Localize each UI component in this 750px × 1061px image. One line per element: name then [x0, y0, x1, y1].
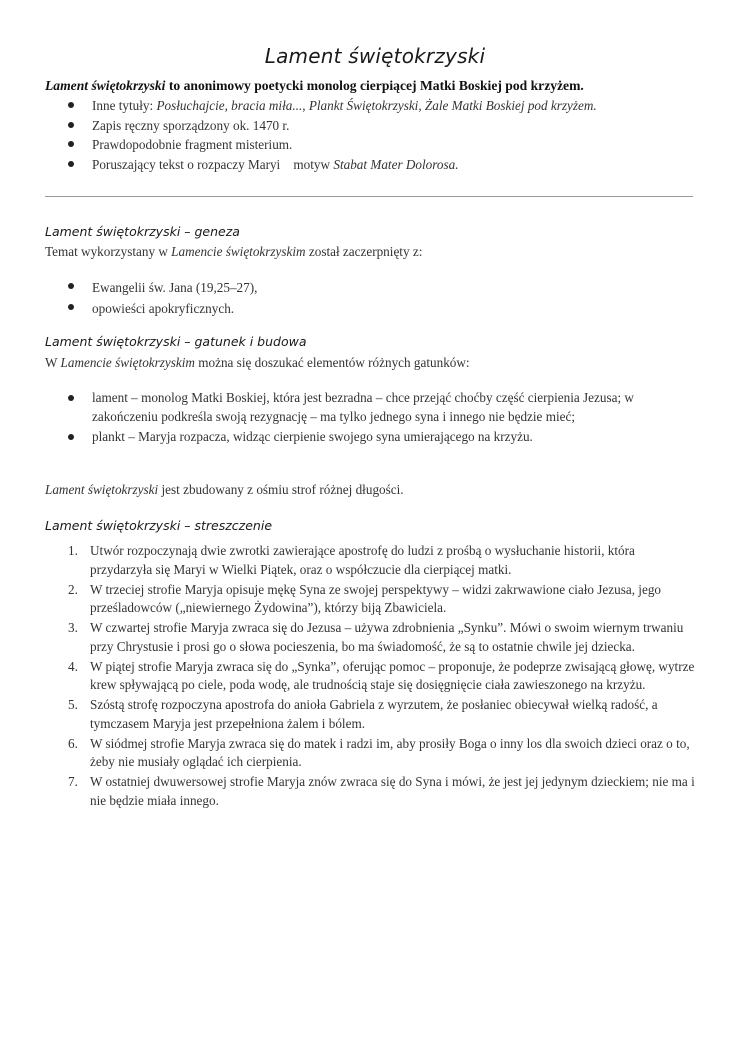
- gatunek-intro-text: można się doszukać elementów różnych gatunków:: [194, 355, 470, 370]
- gatunek-intro: [45, 354, 715, 372]
- geneza-intro-text: Temat wykorzystany w: [45, 244, 172, 259]
- item-number: 6.: [68, 735, 78, 751]
- info-item-text: Zapis ręczny sporządzony ok. 1470 r.: [92, 117, 290, 133]
- item-text: W piątej strofie Maryja zwraca się do „Synka”, oferując pomoc – proponuje, że podeprze zwisającą głowę, wytrze krew spływającą po ciele, poda wodę, ale trudnością staje się dosięgnięcie ciała zawieszonego na krzyżu.: [90, 658, 695, 692]
- item-text: W czwartej strofie Maryja zwraca się do Jezusa – używa zdrobnienia „Synku”. Mówi o swoim wiernym trwaniu przy Chrystusie i prosi go o słowa pocieszenia, bo ma świadomość, że są to ostatnie chwile jej dziecka.: [90, 620, 684, 654]
- info-item-text: Poruszający tekst o rozpaczy Maryi motyw: [92, 156, 334, 172]
- info-item-text: Inne tytuły:: [92, 98, 157, 113]
- item-number: 2.: [68, 581, 78, 597]
- info-item: [68, 155, 708, 175]
- info-item: [68, 116, 708, 136]
- intro-title: Lament świętokrzyski: [45, 78, 166, 93]
- intro-sentence: [45, 78, 715, 94]
- info-item-italic: Stabat Mater Dolorosa.: [333, 156, 459, 172]
- gatunek-intro-text: W: [45, 355, 61, 370]
- section-heading-streszczenie: Lament świętokrzyski – streszczenie: [45, 518, 273, 533]
- gatunek-item: lament – monolog Matki Boskiej, która jest bezradna – chce przejąć choćby część cierpienia Jezusa; w zakończeniu podkreśla swoją rezygnację – ma tylko jednego syna i innego nie będzie mieć;: [68, 389, 693, 426]
- streszczenie-item: [68, 658, 698, 695]
- streszczenie-item: [68, 542, 698, 579]
- section-heading-gatunek: Lament świętokrzyski – gatunek i budowa: [45, 334, 307, 349]
- page-title: Lament świętokrzyski: [264, 44, 486, 68]
- geneza-item: Ewangelii św. Jana (19,25–27),: [68, 277, 708, 298]
- streszczenie-item: [68, 735, 698, 772]
- section-heading-geneza: Lament świętokrzyski – geneza: [45, 224, 240, 239]
- geneza-intro-italic: Lamencie świętokrzyskim: [171, 244, 306, 259]
- streszczenie-item: [68, 773, 698, 810]
- gatunek-list: [68, 389, 693, 447]
- item-number: 4.: [68, 658, 78, 674]
- geneza-list: [68, 277, 708, 319]
- gatunek-note-italic: Lament świętokrzyski: [45, 482, 159, 497]
- streszczenie-item: [68, 619, 698, 656]
- streszczenie-list: [68, 542, 698, 812]
- geneza-item: opowieści apokryficznych.: [68, 298, 708, 319]
- streszczenie-item: [68, 696, 698, 733]
- item-text: Utwór rozpoczynają dwie zwrotki zawierające apostrofę do ludzi z prośbą o wysłuchanie historii, która przydarzyła się Maryi w Wielki Piątek, oraz o współczucie dla cierpiącej matki.: [90, 543, 635, 577]
- info-item: [68, 135, 708, 155]
- item-text: W trzeciej strofie Maryja opisuje mękę Syna ze swojej perspektywy – widzi zakrwawione ciało Jezusa, jego prześladowców („niewiernego Żydowina”), którzy biją Zbawiciela.: [90, 581, 662, 615]
- gatunek-item: plankt – Maryja rozpacza, widząc cierpienie swojego syna umierającego na krzyżu.: [68, 428, 693, 447]
- item-number: 1.: [68, 543, 78, 558]
- item-number: 3.: [68, 620, 78, 635]
- intro-text: to anonimowy poetycki monolog cierpiącej Matki Boskiej pod krzyżem.: [165, 78, 584, 93]
- info-item-text: Prawdopodobnie fragment misterium.: [92, 137, 293, 152]
- item-number: 5.: [68, 697, 78, 712]
- item-text: Szóstą strofę rozpoczyna apostrofa do anioła Gabriela z wyrzutem, że posłaniec obiecywał wielką radość, a tymczasem Maryja jest przepełniona żalem i bólem.: [90, 697, 658, 731]
- geneza-intro-text: został zaczerpnięty z:: [305, 244, 423, 259]
- info-item: [68, 96, 708, 116]
- gatunek-note: [45, 481, 715, 499]
- streszczenie-item: [68, 581, 698, 618]
- item-number: 7.: [68, 774, 78, 789]
- info-list: [68, 96, 708, 174]
- item-text: W ostatniej dwuwersowej strofie Maryja znów zwraca się do Syna i mówi, że jest jej jedynym dzieckiem; nie ma i nie będzie miała innego.: [90, 774, 695, 808]
- gatunek-intro-italic: Lamencie świętokrzyskim: [60, 355, 195, 370]
- geneza-intro: [45, 243, 715, 261]
- info-item-italic: Posłuchajcie, bracia miła..., Plankt Świętokrzyski, Żale Matki Boskiej pod krzyżem.: [156, 98, 597, 113]
- gatunek-note-text: jest zbudowany z ośmiu strof różnej długości.: [158, 482, 404, 497]
- item-text: W siódmej strofie Maryja zwraca się do matek i radzi im, aby prosiły Boga o inny los dla swoich dzieci oraz o to, żeby nie musiały oglądać ich cierpienia.: [90, 735, 690, 769]
- horizontal-divider: [45, 196, 693, 197]
